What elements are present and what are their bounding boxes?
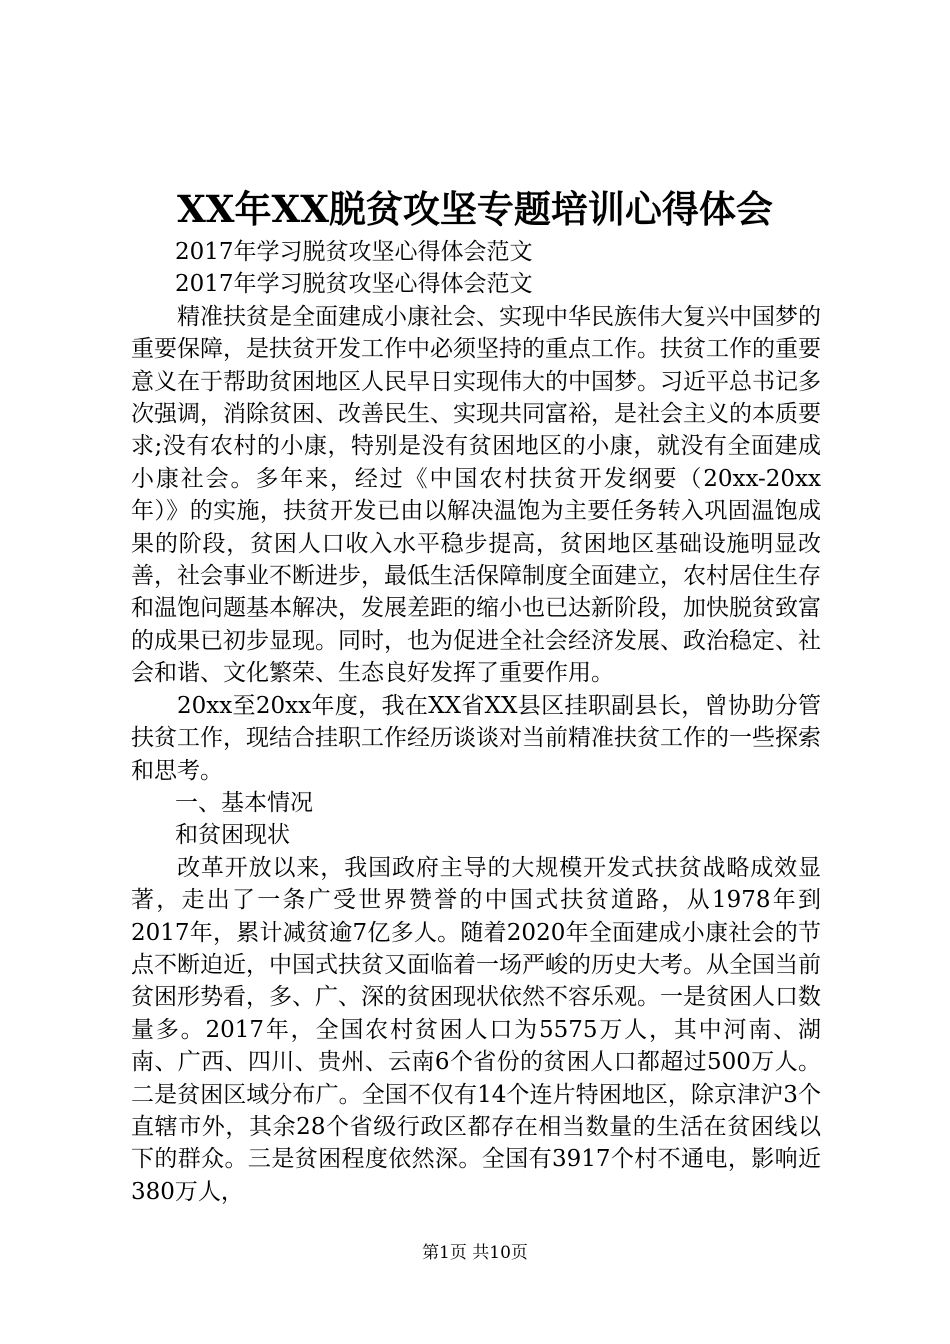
section-heading-continuation: 和贫困现状 — [175, 822, 290, 849]
document-body — [131, 236, 821, 1208]
subtitle-line-1: 2017年学习脱贫攻坚心得体会范文 — [175, 239, 533, 265]
body-paragraph-2: 20xx至20xx年度，我在XX省XX县区挂职副县长，曾协助分管扶贫工作，现结合挂职工作经历谈谈对当前精准扶贫工作的一些探索和思考。 — [131, 692, 821, 784]
subtitle-line-2: 2017年学习脱贫攻坚心得体会范文 — [175, 271, 533, 298]
document-title: XX年XX脱贫攻坚专题培训心得体会 — [177, 187, 773, 231]
body-paragraph-3: 改革开放以来，我国政府主导的大规模开发式扶贫战略成效显著，走出了一条广受世界赞誉的中国式扶贫道路，从1978年到2017年，累计减贫逾7亿多人。随着2020年全面建成小康社会的节点不断迫近，中国式扶贫又面临着一场严峻的历史大考。从全国当前贫困形势看，多、广、深的贫困现状依然不容乐观。一是贫困人口数量多。2017年，全国农村贫困人口为5575万人，其中河南、湖南、广西、四川、贵州、云南6个省份的贫困人口都超过500万人。二是贫困区域分布广。全国不仅有14个连片特困地区，除京津沪3个直辖市外，其余28个省级行政区都存在相当数量的生活在贫困线以下的群众。三是贫困程度依然深。全国有3917个村不通电，影响近380万人， — [131, 854, 821, 1205]
page-number-footer: 第1页 共10页 — [422, 1243, 528, 1263]
section-heading: 一、基本情况 — [175, 789, 313, 816]
body-paragraph-1: 精准扶贫是全面建成小康社会、实现中华民族伟大复兴中国梦的重要保障，是扶贫开发工作中必须坚持的重点工作。扶贫工作的重要意义在于帮助贫困地区人民早日实现伟大的中国梦。习近平总书记多次强调，消除贫困、改善民生、实现共同富裕，是社会主义的本质要求;没有农村的小康，特别是没有贫困地区的小康，就没有全面建成小康社会。多年来，经过《中国农村扶贫开发纲要（20xx-20xx年）》的实施，扶贫开发已由以解决温饱为主要任务转入巩固温饱成果的阶段，贫困人口收入水平稳步提高，贫困地区基础设施明显改善，社会事业不断进步，最低生活保障制度全面建立，农村居住生存和温饱问题基本解决，发展差距的缩小也已达新阶段，加快脱贫致富的成果已初步显现。同时，也为促进全社会经济发展、政治稳定、社会和谐、文化繁荣、生态良好发挥了重要作用。 — [131, 303, 821, 687]
